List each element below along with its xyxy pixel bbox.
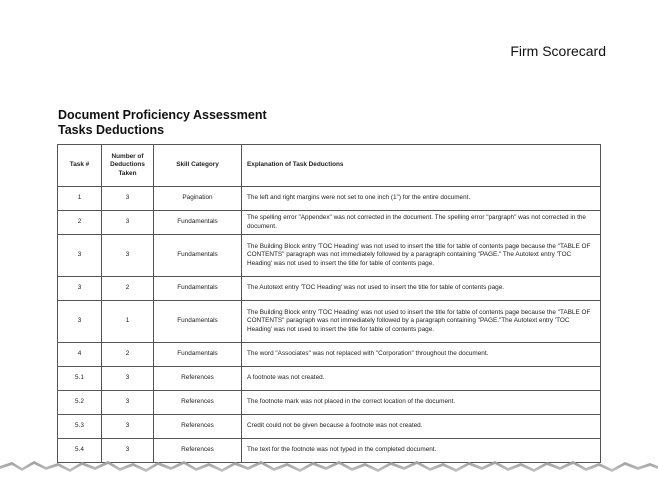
task-deductions-table <box>57 144 601 463</box>
column-header-task: Task # <box>58 145 102 187</box>
firm-scorecard-header: Firm Scorecard <box>510 43 606 59</box>
column-header-num-deductions: Number of Deductions Taken <box>102 145 154 187</box>
cell-skill: Fundamentals <box>154 211 242 235</box>
cell-task: 3 <box>58 277 102 301</box>
cell-num-deductions: 3 <box>102 439 154 463</box>
cell-task: 5.3 <box>58 415 102 439</box>
cell-num-deductions: 3 <box>102 187 154 211</box>
cell-task: 5.1 <box>58 367 102 391</box>
cell-skill: References <box>154 439 242 463</box>
cell-explanation: The footnote mark was not placed in the correct location of the document. <box>242 391 601 415</box>
table-row <box>58 343 601 367</box>
document-title <box>58 108 267 138</box>
cell-explanation: The text for the footnote was not typed in the completed document. <box>242 439 601 463</box>
cell-num-deductions: 2 <box>102 277 154 301</box>
cell-explanation: The spelling error "Appendex" was not corrected in the document. The spelling error "pargraph" was not corrected in the document. <box>242 211 601 235</box>
cell-task: 3 <box>58 301 102 343</box>
cell-num-deductions: 3 <box>102 235 154 277</box>
cell-skill: References <box>154 391 242 415</box>
cell-num-deductions: 3 <box>102 367 154 391</box>
table-row <box>58 391 601 415</box>
cell-skill: References <box>154 415 242 439</box>
cell-explanation: The left and right margins were not set to one inch (1") for the entire document. <box>242 187 601 211</box>
cell-skill: Fundamentals <box>154 235 242 277</box>
table-row <box>58 211 601 235</box>
table-header-row <box>58 145 601 187</box>
table-row <box>58 187 601 211</box>
cell-explanation: The word "Associates" was not replaced with "Corporation" throughout the document. <box>242 343 601 367</box>
table-row <box>58 415 601 439</box>
cell-num-deductions: 3 <box>102 211 154 235</box>
cell-task: 3 <box>58 235 102 277</box>
cell-task: 5.4 <box>58 439 102 463</box>
table-row <box>58 367 601 391</box>
column-header-skill: Skill Category <box>154 145 242 187</box>
cell-explanation: A footnote was not created. <box>242 367 601 391</box>
column-header-explanation: Explanation of Task Deductions <box>242 145 601 187</box>
cell-explanation: The Building Block entry 'TOC Heading' was not used to insert the title for table of contents page because the "TABLE OF CONTENTS" paragraph was not immediately followed by a paragraph containing "PAGE." The Autotext entry 'TOC Heading' was not used to insert the title for table of contents page. <box>242 235 601 277</box>
table-row <box>58 235 601 277</box>
title-line-1: Document Proficiency Assessment <box>58 108 267 122</box>
cell-num-deductions: 1 <box>102 301 154 343</box>
title-line-2: Tasks Deductions <box>58 123 165 137</box>
torn-page-edge <box>0 458 658 480</box>
cell-explanation: Credit could not be given because a footnote was not created. <box>242 415 601 439</box>
cell-num-deductions: 3 <box>102 415 154 439</box>
table-row <box>58 301 601 343</box>
cell-explanation: The Autotext entry 'TOC Heading' was not used to insert the title for table of contents page. <box>242 277 601 301</box>
cell-task: 4 <box>58 343 102 367</box>
cell-explanation: The Building Block entry 'TOC Heading' was not used to insert the title for table of contents page because the "TABLE OF CONTENTS" paragraph was not immediately followed by a paragraph containing "PAGE."The Autotext entry 'TOC Heading' was not used to insert the title for table of contents page. <box>242 301 601 343</box>
cell-skill: Pagination <box>154 187 242 211</box>
table-row <box>58 277 601 301</box>
cell-skill: Fundamentals <box>154 301 242 343</box>
cell-num-deductions: 3 <box>102 391 154 415</box>
cell-task: 1 <box>58 187 102 211</box>
cell-skill: References <box>154 367 242 391</box>
cell-task: 5.2 <box>58 391 102 415</box>
cell-skill: Fundamentals <box>154 343 242 367</box>
cell-num-deductions: 2 <box>102 343 154 367</box>
cell-skill: Fundamentals <box>154 277 242 301</box>
cell-task: 2 <box>58 211 102 235</box>
